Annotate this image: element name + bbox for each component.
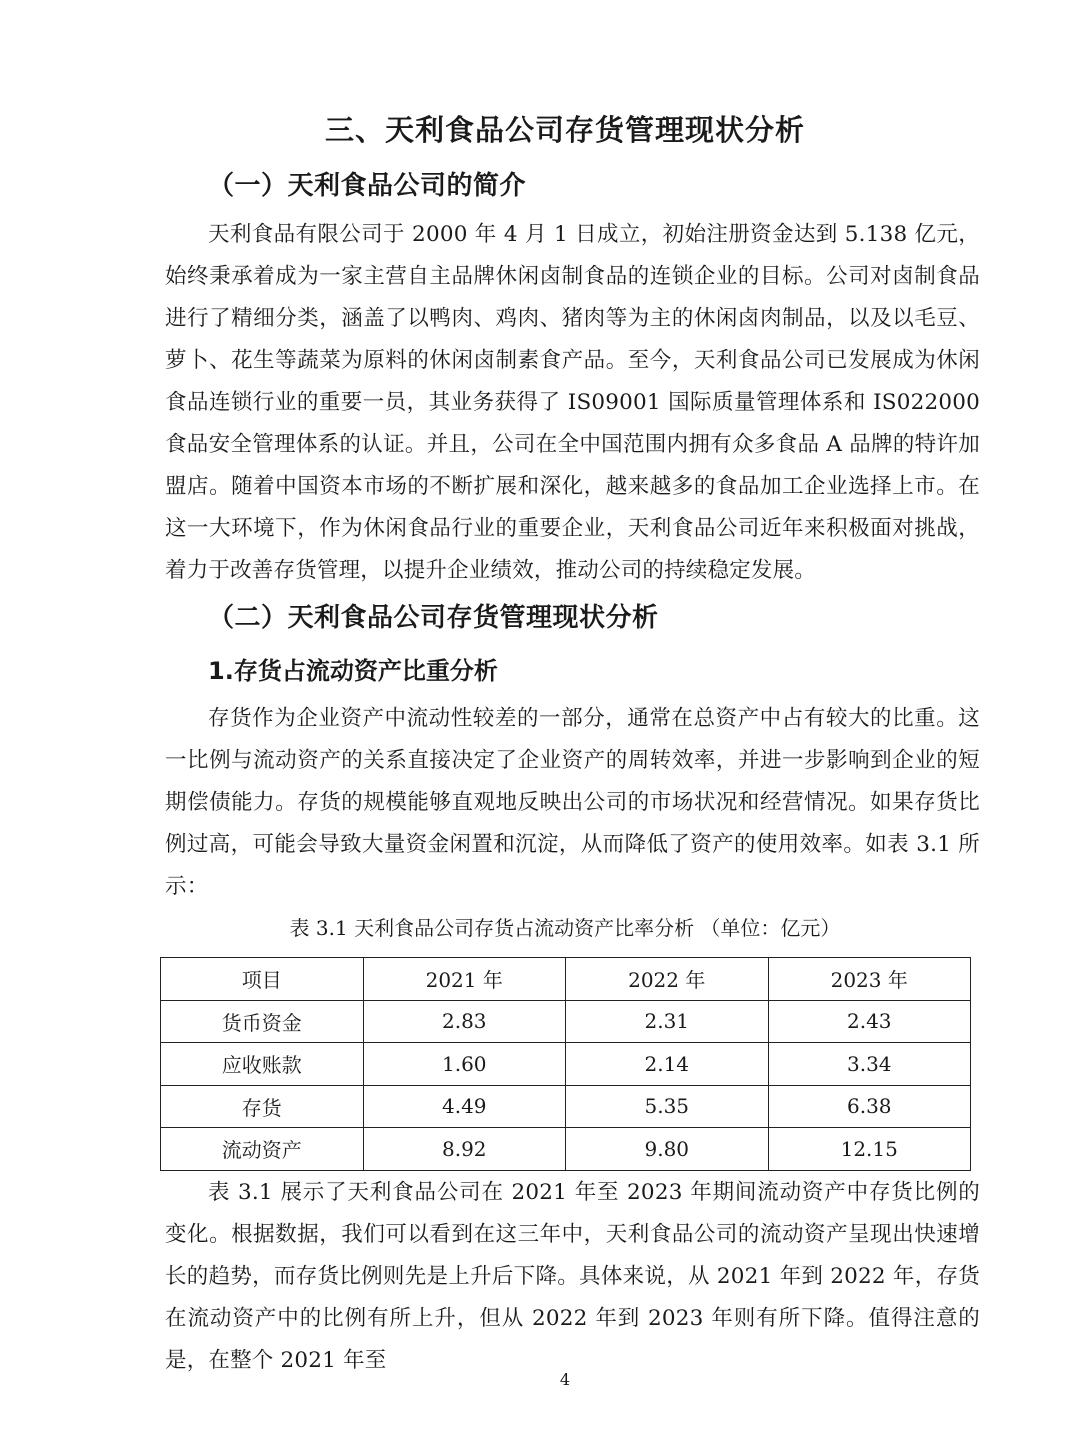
table-header-cell: 2022 年 [566, 958, 769, 1001]
table-cell: 2.31 [566, 1000, 769, 1043]
section-1-heading: （一）天利食品公司的简介 [208, 171, 527, 201]
table-row [161, 1000, 971, 1043]
chapter-title: 三、天利食品公司存货管理现状分析 [324, 113, 805, 147]
table-cell: 应收账款 [161, 1043, 364, 1086]
section-1-paragraph: 天利食品有限公司于 2000 年 4 月 1 日成立，初始注册资金达到 5.138 亿元，始终秉承着成为一家主营自主品牌休闲卤制食品的连锁企业的目标。公司对卤制食品进行了精细分类，涵盖了以鸭肉、鸡肉、猪肉等为主的休闲卤肉制品，以及以毛豆、萝卜、花生等蔬菜为原料的休闲卤制素食产品。至今，天利食品公司已发展成为休闲食品连锁行业的重要一员，其业务获得了 IS09001 国际质量管理体系和 IS022000 食品安全管理体系的认证。并且，公司在全中国范围内拥有众多食品 A 品牌的特许加盟店。随着中国资本市场的不断扩展和深化，越来越多的食品加工企业选择上市。在这一大环境下，作为休闲食品行业的重要企业，天利食品公司近年来积极面对挑战，着力于改善存货管理，以提升企业绩效，推动公司的持续稳定发展。 [165, 222, 980, 583]
table-row [161, 1128, 971, 1171]
table-cell: 货币资金 [161, 1000, 364, 1043]
after-table-paragraph: 表 3.1 展示了天利食品公司在 2021 年至 2023 年期间流动资产中存货比例的变化。根据数据，我们可以看到在这三年中，天利食品公司的流动资产呈现出快速增长的趋势，而存货比例则先是上升后下降。具体来说，从 2021 年到 2022 年，存货在流动资产中的比例有所上升，但从 2022 年到 2023 年则有所下降。值得注意的是，在整个 2021 年至 [165, 1180, 980, 1373]
table-row [161, 1085, 971, 1128]
inventory-ratio-table [160, 957, 971, 1171]
table-header-cell: 2021 年 [363, 958, 566, 1001]
subsection-heading: 1.存货占流动资产比重分析 [208, 657, 498, 685]
table-row [161, 1043, 971, 1086]
section-2-paragraph: 存货作为企业资产中流动性较差的一部分，通常在总资产中占有较大的比重。这一比例与流动资产的关系直接决定了企业资产的周转效率，并进一步影响到企业的短期偿债能力。存货的规模能够直观地反映出公司的市场状况和经营情况。如果存货比例过高，可能会导致大量资金闲置和沉淀，从而降低了资产的使用效率。如表 3.1 所示： [165, 706, 980, 899]
table-cell: 流动资产 [161, 1128, 364, 1171]
table-header-cell: 2023 年 [768, 958, 971, 1001]
table-cell: 9.80 [566, 1128, 769, 1171]
table-cell: 4.49 [363, 1085, 566, 1128]
table-cell: 3.34 [768, 1043, 971, 1086]
table-cell: 2.83 [363, 1000, 566, 1043]
table-cell: 2.14 [566, 1043, 769, 1086]
section-2-heading: （二）天利食品公司存货管理现状分析 [208, 603, 659, 633]
table-header-row [161, 958, 971, 1001]
table-cell: 5.35 [566, 1085, 769, 1128]
table-cell: 8.92 [363, 1128, 566, 1171]
table-caption: 表 3.1 天利食品公司存货占流动资产比率分析 （单位：亿元） [289, 916, 841, 940]
table-cell: 12.15 [768, 1128, 971, 1171]
table-cell: 6.38 [768, 1085, 971, 1128]
page-number: 4 [559, 1370, 571, 1389]
table-cell: 存货 [161, 1085, 364, 1128]
table-cell: 2.43 [768, 1000, 971, 1043]
table-cell: 1.60 [363, 1043, 566, 1086]
table-header-cell: 项目 [161, 958, 364, 1001]
